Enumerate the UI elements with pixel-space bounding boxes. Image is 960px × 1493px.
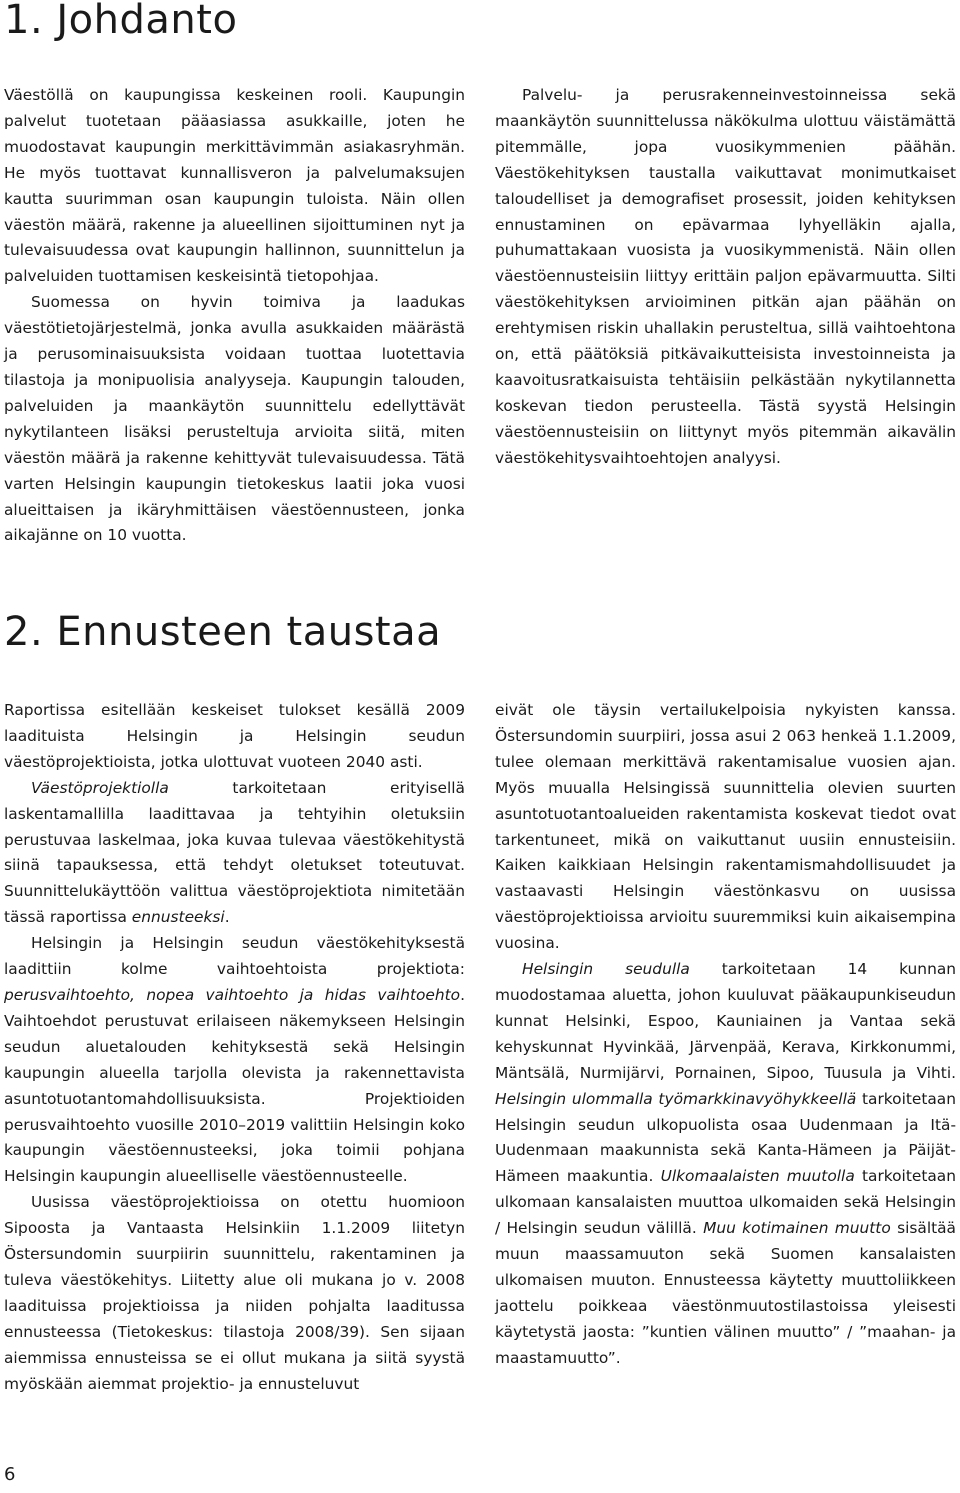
background-paragraph-1: Raportissa esitellään keskeiset tulokset kesällä 2009 laadituista Helsingin ja Helsingin seudun väestöprojektioista, jotka ulottuvat vuoteen 2040 asti. — [4, 701, 465, 771]
intro-paragraph-1: Väestöllä on kaupungissa keskeinen rooli. Kaupungin palvelut tuotetaan pääasiassa asukkaille, joten he muodostavat kaupungin merkittävimmän asiakasryhmän. He myös tuottavat kunnallisveron ja palvelumaksujen kautta suurimman osan kaupungin tuloista. Näin ollen väestön määrä, rakenne ja alueellinen sijoittuminen nyt ja tulevaisuudessa ovat kaupungin hallinnon, suunnittelun ja palveluiden tuottamisen keskeisintä tietopohjaa. — [4, 86, 465, 286]
intro-left-column — [4, 83, 465, 549]
term-vaestoprojektio: Väestöprojektiolla — [31, 778, 169, 797]
term-ennuste: ennusteeksi — [131, 908, 225, 927]
term-vaihtoehdot: perusvaihtoehto, nopea vaihtoehto ja hidas vaihtoehto — [4, 985, 461, 1004]
section-2-heading: 2. Ennusteen taustaa — [4, 609, 442, 655]
page-number: 6 — [4, 1464, 16, 1485]
intro-right-column — [495, 83, 956, 472]
intro-paragraph-2: Suomessa on hyvin toimiva ja laadukas väestötietojärjestelmä, jonka avulla asukkaiden määrästä ja perusominaisuuksista voidaan tuottaa luotettavia tilastoja ja monipuolisia analyyseja. Kaupungin talouden, palveluiden ja maankäytön suunnittelu edellyttävät nykytilanteen lisäksi perusteltuja arvioita siitä, miten väestön määrä ja rakenne kehittyvät tulevaisuudessa. Tätä varten Helsingin kaupungin tietokeskus laatii joka vuosi alueittaisen ja ikäryhmittäisen väestöennusteen, jonka aikajänne on 10 vuotta. — [4, 293, 465, 545]
background-paragraph-3: Helsingin ja Helsingin seudun väestökehityksestä laadittiin kolme vaihtoehtoista projektiota: perusvaihtoehto, nopea vaihtoehto ja hidas vaihtoehto. Vaihtoehdot perustuvat erilaiseen näkemykseen Helsingin seudun aluetalouden kehityksestä sekä Helsingin kaupungin alueella tarjolla olevista ja rakennettavista asuntotuotantomahdollisuuksista. Projektioiden perusvaihtoehto vuosille 2010–2019 valittiin Helsingin koko kaupungin väestöennusteeksi, joka toimii pohjana Helsingin kaupungin alueelliselle väestöennusteelle. — [4, 934, 465, 1186]
term-ulompi-tyomarkkinavyohyke: Helsingin ulommalla työmarkkinavyöhykkeellä — [495, 1089, 857, 1108]
background-paragraph-5: eivät ole täysin vertailukelpoisia nykyisten kanssa. Östersundomin suurpiiri, jossa asui 2 063 henkeä 1.1.2009, tulee olemaan merkittävä rakentamisalue vuosien ajan. Myös muualla Helsingissä suunnittelia olevien suurten asuntotuotantoalueiden rakentamista koskevat tiedot ovat tarkentuneet, mikä on vaikuttanut uusiin ennusteisiin. Kaiken kaikkiaan Helsingin rakentamismahdollisuudet ja vastaavasti Helsingin väestönkasvu on uusissa väestöprojektioissa arvioitu suuremmiksi kuin aikaisempina vuosina. — [495, 701, 956, 953]
background-paragraph-4: Uusissa väestöprojektioissa on otettu huomioon Sipoosta ja Vantaasta Helsinkiin 1.1.2009 liitetyn Östersundomin suurpiirin suunnittelu, rakentaminen ja tuleva väestökehitys. Liitetty alue oli mukana jo v. 2008 laadituissa projektioissa ja niiden pohjalta laaditussa ennusteessa (Tietokeskus: tilastoja 2008/39). Sen sijaan aiemmissa ennusteissa se ei ollut mukana ja siitä syystä myöskään aiemmat projektio- ja ennusteluvut — [4, 1193, 465, 1393]
background-left-column — [4, 698, 465, 1397]
background-paragraph-2: Väestöprojektiolla tarkoitetaan erityisellä laskentamallilla laadittavaa ja tehtyihin oletuksiin perustuvaa laskelmaa, joka kuvaa tulevaa väestökehitystä siinä tapauksessa, että tehdyt oletukset toteutuvat. Suunnittelukäyttöön valittua väestöprojektiota nimitetään tässä raportissa ennusteeksi. — [4, 778, 465, 927]
background-paragraph-6: Helsingin seudulla tarkoitetaan 14 kunnan muodostamaa aluetta, johon kuuluvat pääkaupunkiseudun kunnat Helsinki, Espoo, Kauniainen ja Vantaa sekä kehyskunnat Hyvinkää, Järvenpää, Kerava, Kirkkonummi, Mäntsälä, Nurmijärvi, Pornainen, Sipoo, Tuusula ja Vihti. Helsingin ulommalla työmarkkinavyöhykkeellä tarkoitetaan Helsingin seudun ulkopuolista osaa Uudenmaan ja Itä-Uudenmaan maakunnista sekä Kanta-Hämeen ja Päijät-Hämeen maakuntia. Ulkomaalaisten muutolla tarkoitetaan ulkomaan kansalaisten muuttoa ulkomaiden sekä Helsingin / Helsingin seudun välillä. Muu kotimainen muutto sisältää muun maassamuuton sekä Suomen kansalaisten ulkomaisen muuton. Ennusteessa käytetty muuttoliikkeen jaottelu poikkeaa väestönmuutostilastoissa yleisesti käytetystä jaosta: ”kuntien välinen muutto” / ”maahan- ja maastamuutto”. — [495, 960, 957, 1367]
section-1-heading: 1. Johdanto — [4, 0, 238, 43]
term-ulkomaalaisten-muutto: Ulkomaalaisten muutolla — [660, 1167, 855, 1186]
background-right-column — [495, 698, 956, 1372]
intro-paragraph-3: Palvelu- ja perusrakenneinvestoinneissa sekä maankäytön suunnittelussa näkökulma ulottuu väistämättä pitemmälle, jopa vuosikymmenien päähän. Väestökehityksen taustalla vaikuttavat monimutkaiset taloudelliset ja demografiset prosessit, joiden kehityksen ennustaminen on epävarmaa lyhyelläkin ajalla, puhumattakaan vuosista ja vuosikymmenistä. Näin ollen väestöennusteisiin liittyy erittäin paljon epävarmuutta. Silti väestökehityksen arvioiminen pitkän ajan päähän on erehtymisen riskin uhallakin perusteltua, sillä vaihtoehtona on, että päätöksiä pitkävaikutteisista investoinneista ja kaavoitusratkaisuista tehtäisiin pelkästään nykytilannetta koskevan tiedon perusteella. Tästä syystä Helsingin väestöennusteisiin on liittynyt myös pitemmän aikavälin väestökehitysvaihtoehtojen analyysi. — [495, 86, 956, 467]
term-muu-kotimainen-muutto: Muu kotimainen muutto — [703, 1219, 891, 1238]
term-helsingin-seutu: Helsingin seudulla — [522, 960, 690, 979]
